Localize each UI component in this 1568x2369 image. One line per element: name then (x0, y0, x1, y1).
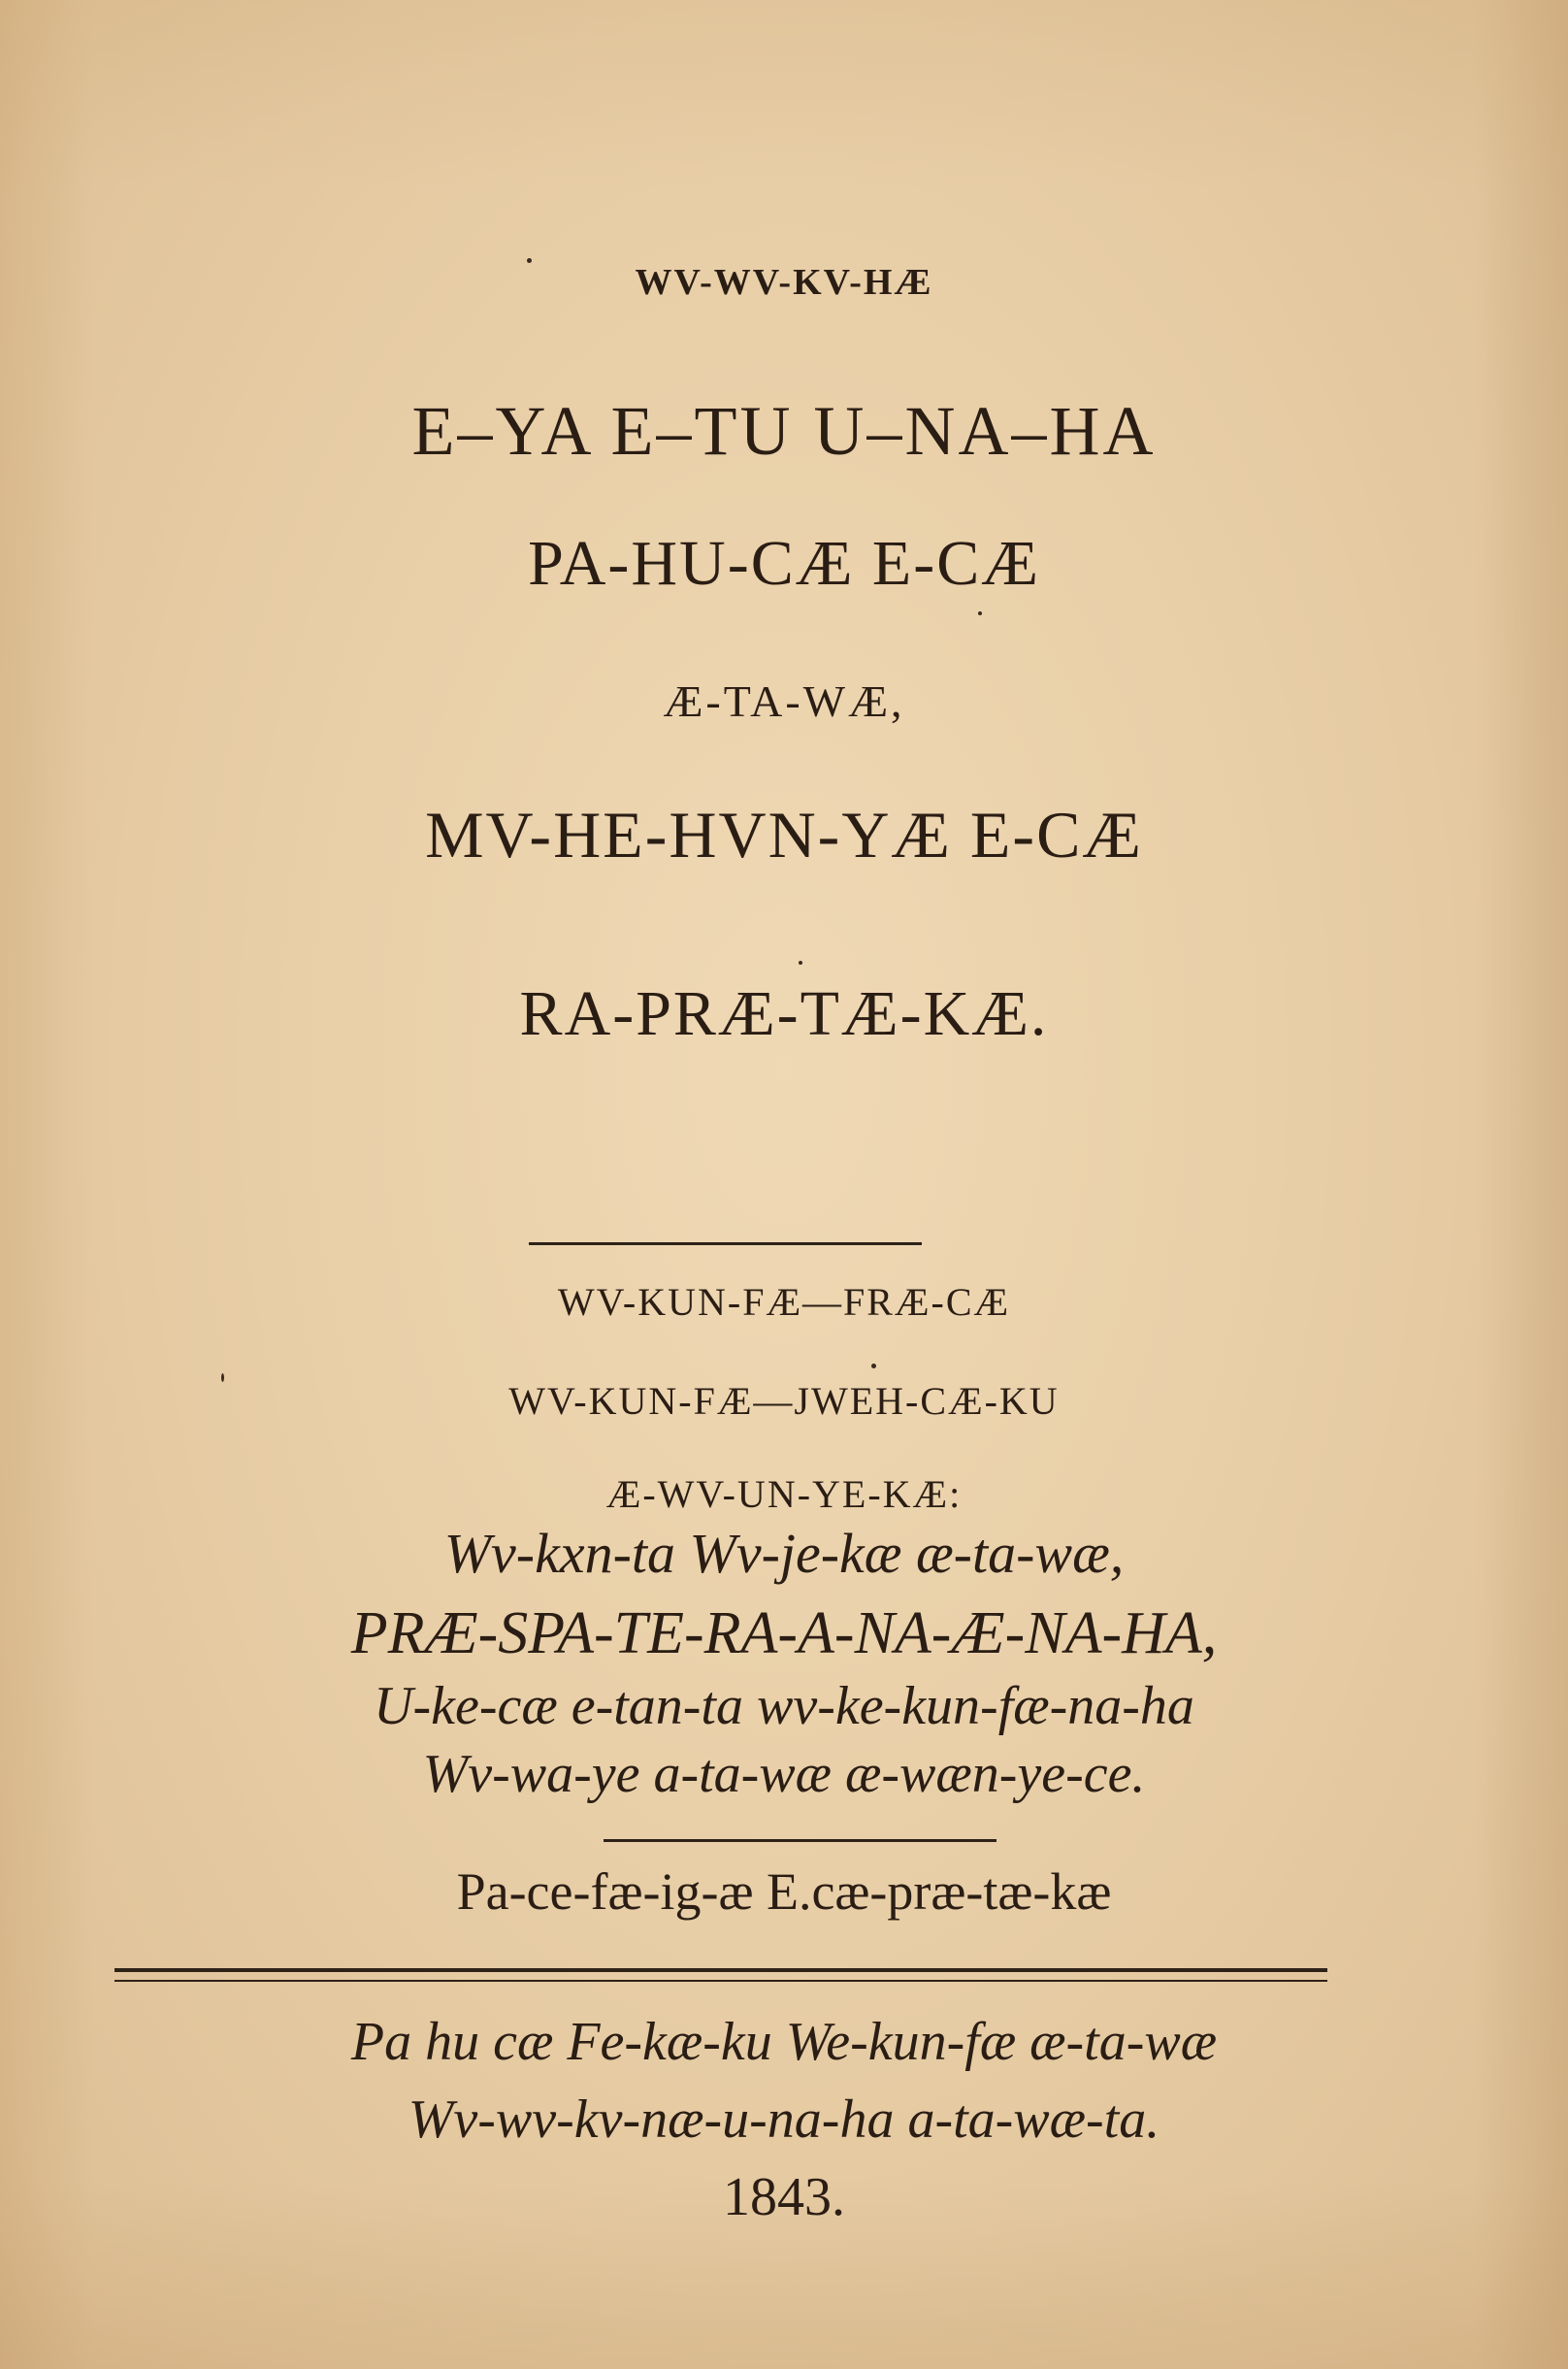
author-line-1: WV-KUN-FÆ—FRÆ-CÆ (557, 1280, 1011, 1324)
ink-speck (799, 961, 802, 965)
verse-line-2: PRÆ-SPA-TE-RA-A-NA-Æ-NA-HA, (350, 1600, 1218, 1666)
title-line-4: MV-HE-HVN-YÆ E-CÆ (425, 798, 1143, 872)
divider-rule (529, 1242, 922, 1245)
ink-speck (527, 258, 532, 263)
divider-rule (604, 1839, 996, 1842)
ink-speck (871, 1364, 876, 1368)
double-divider-rule (114, 1968, 1327, 1982)
author-line-3: Æ-WV-UN-YE-KÆ: (605, 1472, 963, 1516)
publisher-line-2: Wv-wv-kv-næ-u-na-ha a-ta-wæ-ta. (408, 2089, 1160, 2150)
header-line: WV-WV-KV-HÆ (635, 262, 933, 303)
verse-line-1: Wv-kxn-ta Wv-je-kæ æ-ta-wæ, (443, 1522, 1125, 1585)
verse-line-4: Wv-wa-ye a-ta-wæ æ-wæn-ye-ce. (422, 1744, 1146, 1804)
printer-line: Pa-ce-fæ-ig-æ E.cæ-præ-tæ-kæ (456, 1862, 1112, 1921)
title-line-5: RA-PRÆ-TÆ-KÆ. (519, 978, 1049, 1049)
publication-year: 1843. (723, 2167, 845, 2227)
ink-speck (221, 1373, 224, 1382)
title-line-2: PA-HU-CÆ E-CÆ (528, 528, 1040, 599)
title-line-1: E–YA E–TU U–NA–HA (411, 392, 1157, 470)
title-line-3: Æ-TA-WÆ, (663, 676, 905, 726)
author-line-2: WV-KUN-FÆ—JWEH-CÆ-KU (508, 1379, 1060, 1423)
verse-line-3: U-ke-cæ e-tan-ta wv-ke-kun-fæ-na-ha (374, 1676, 1194, 1736)
publisher-line-1: Pa hu cæ Fe-kæ-ku We-kun-fæ æ-ta-wæ (350, 2012, 1218, 2072)
ink-speck (978, 611, 982, 615)
